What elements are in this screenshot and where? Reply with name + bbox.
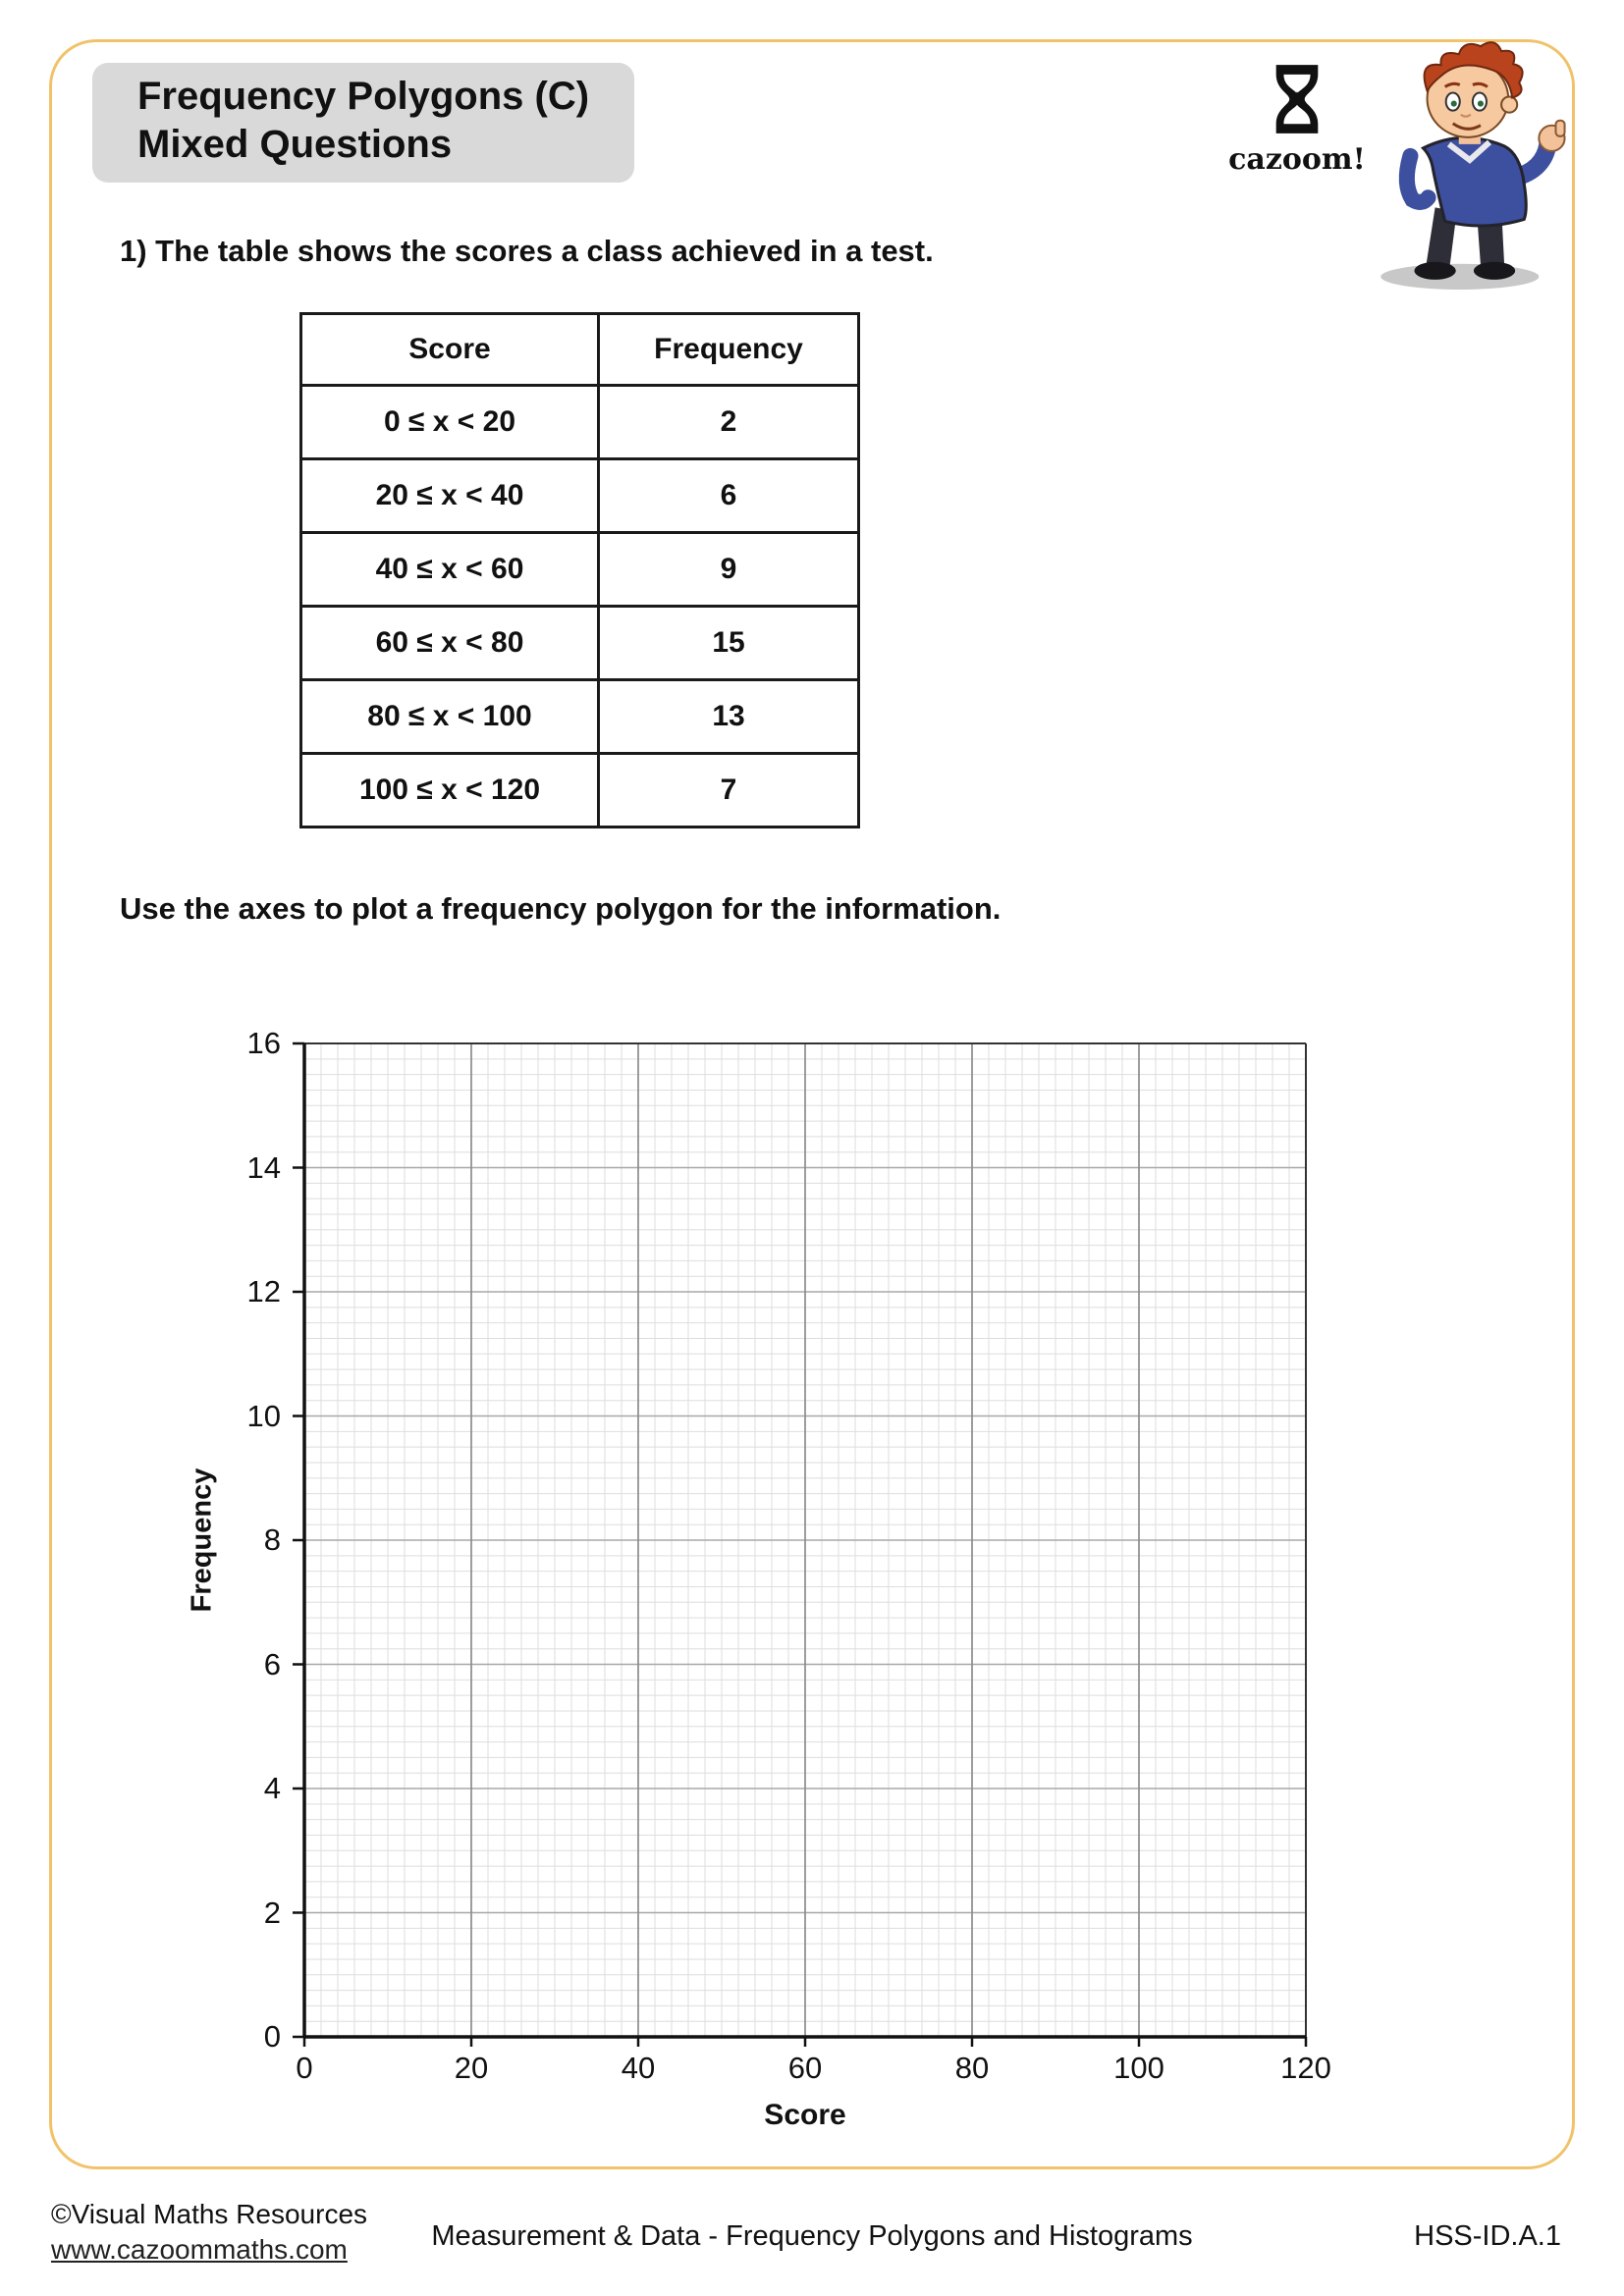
table-header-row — [301, 314, 859, 386]
y-tick-label: 12 — [246, 1274, 281, 1308]
page-title-line1: Frequency Polygons (C) — [137, 75, 590, 118]
hourglass-icon — [1267, 63, 1327, 135]
frequency-cell: 7 — [599, 754, 859, 828]
worksheet-header — [92, 63, 634, 183]
table-row — [301, 386, 859, 459]
x-tick-label: 100 — [1113, 2051, 1164, 2085]
website-link[interactable]: www.cazoommaths.com — [51, 2234, 348, 2266]
footer-topic-text: Measurement & Data - Frequency Polygons and Histograms — [431, 2220, 1193, 2252]
score-range-cell: 60 ≤ x < 80 — [301, 607, 599, 680]
cazoom-logo-text: cazoom! — [1228, 142, 1366, 177]
cazoom-logo — [1223, 63, 1371, 177]
mascot-illustration — [1365, 27, 1614, 294]
table-row — [301, 607, 859, 680]
y-tick-label: 8 — [263, 1522, 281, 1557]
instruction-text: Use the axes to plot a frequency polygon for the information. — [120, 891, 1001, 926]
frequency-cell: 13 — [599, 680, 859, 754]
x-tick-label: 120 — [1280, 2051, 1331, 2085]
mascot-boy-icon — [1365, 27, 1614, 294]
page-title — [92, 63, 634, 169]
y-tick-label: 6 — [263, 1646, 281, 1682]
y-axis-title: Frequency — [186, 1468, 218, 1613]
score-range-cell: 80 ≤ x < 100 — [301, 680, 599, 754]
column-header-frequency: Frequency — [599, 314, 859, 386]
y-tick-label: 14 — [246, 1149, 281, 1185]
table-row — [301, 533, 859, 607]
score-range-cell: 100 ≤ x < 120 — [301, 754, 599, 828]
score-range-cell: 40 ≤ x < 60 — [301, 533, 599, 607]
plot-area — [246, 1026, 1331, 2085]
frequency-cell: 15 — [599, 607, 859, 680]
y-tick-label: 4 — [263, 1771, 281, 1805]
footer-copyright-block — [51, 2197, 367, 2269]
x-tick-label: 20 — [454, 2051, 489, 2085]
y-tick-label: 2 — [263, 1895, 281, 1930]
frequency-table — [299, 312, 860, 828]
y-tick-label: 16 — [246, 1026, 281, 1060]
copyright-text: ©Visual Maths Resources — [51, 2199, 368, 2229]
y-tick-label: 10 — [246, 1398, 281, 1433]
x-axis-title: Score — [764, 2099, 846, 2131]
grid-plot — [304, 1043, 1306, 2037]
frequency-cell: 2 — [599, 386, 859, 459]
frequency-cell: 6 — [599, 459, 859, 533]
page-title-line2: Mixed Questions — [137, 122, 453, 166]
table-row — [301, 459, 859, 533]
score-range-cell: 0 ≤ x < 20 — [301, 386, 599, 459]
x-tick-label: 80 — [954, 2051, 990, 2085]
x-tick-label: 40 — [621, 2051, 656, 2085]
table-row — [301, 680, 859, 754]
table-row — [301, 754, 859, 828]
score-range-cell: 20 ≤ x < 40 — [301, 459, 599, 533]
question-prompt: 1) The table shows the scores a class achieved in a test. — [120, 234, 934, 268]
frequency-cell: 9 — [599, 533, 859, 607]
x-tick-label: 0 — [296, 2051, 313, 2085]
x-tick-label: 60 — [787, 2051, 823, 2085]
column-header-score: Score — [301, 314, 599, 386]
y-tick-label: 0 — [263, 2019, 281, 2054]
footer-standard-code: HSS-ID.A.1 — [1414, 2220, 1561, 2252]
